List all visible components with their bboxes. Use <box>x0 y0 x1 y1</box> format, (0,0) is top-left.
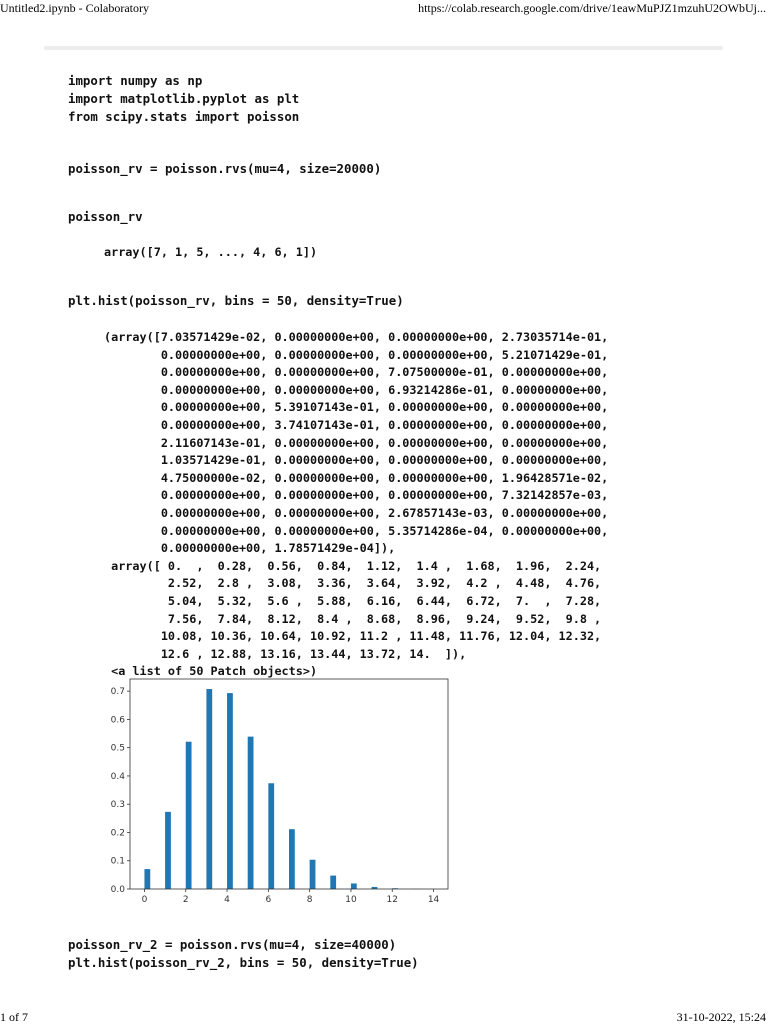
x-tick-label: 8 <box>307 895 313 905</box>
print-footer-page: 1 of 7 <box>0 1010 28 1025</box>
x-tick-label: 10 <box>345 895 357 905</box>
x-tick-label: 14 <box>428 895 440 905</box>
code-cell-hist[interactable]: plt.hist(poisson_rv, bins = 50, density=True) <box>68 292 404 310</box>
x-tick-label: 12 <box>387 895 398 905</box>
histogram-bar <box>289 829 295 889</box>
code-cell-poisson-rvs[interactable]: poisson_rv = poisson.rvs(mu=4, size=20000) <box>68 160 381 178</box>
histogram-bar <box>206 689 212 889</box>
y-tick-label: 0.5 <box>111 744 125 754</box>
x-tick-label: 6 <box>265 895 271 905</box>
cell-output-array: array([7, 1, 5, ..., 4, 6, 1]) <box>104 244 317 262</box>
histogram-chart <box>100 672 460 910</box>
histogram-bar <box>144 869 150 889</box>
print-header-url: https://colab.research.google.com/drive/1eawMuPJZ1mzuhU2OWbUj... <box>418 1 766 16</box>
histogram-bar <box>227 693 233 889</box>
histogram-bar <box>248 737 254 889</box>
x-tick-label: 0 <box>142 895 148 905</box>
code-cell-poisson-rvs-2[interactable]: poisson_rv_2 = poisson.rvs(mu=4, size=40000) plt.hist(poisson_rv_2, bins = 50, density=True) <box>68 936 419 972</box>
histogram-bar <box>268 783 274 889</box>
histogram-bar <box>351 883 357 889</box>
y-tick-label: 0.2 <box>111 828 125 838</box>
histogram-bar <box>165 812 171 889</box>
y-tick-label: 0.7 <box>111 687 125 697</box>
code-cell-show-rv[interactable]: poisson_rv <box>68 208 143 226</box>
y-tick-label: 0.0 <box>111 885 126 895</box>
y-tick-label: 0.3 <box>111 800 125 810</box>
y-tick-label: 0.4 <box>111 772 126 782</box>
y-tick-label: 0.6 <box>111 715 126 725</box>
histogram-bar <box>330 876 336 889</box>
x-tick-label: 4 <box>224 895 230 905</box>
print-footer-datetime: 31-10-2022, 15:24 <box>677 1010 766 1025</box>
histogram-bar <box>310 860 316 889</box>
histogram-bar <box>186 742 192 889</box>
x-tick-label: 2 <box>183 895 189 905</box>
print-header-title: Untitled2.ipynb - Colaboratory <box>0 1 149 16</box>
notebook-top-divider <box>44 46 723 50</box>
cell-output-hist: (array([7.03571429e-02, 0.00000000e+00, 0.00000000e+00, 2.73035714e-01, 0.00000000e+00, 0.00000000e+00, 0.00000000e+00, 5.21071429e-01, 0.00000000e+00, 0.00000000e+00, 7.07500000e-01, 0.00000000e+00, 0.00000000e+00, 0.00000000e+00, 6.93214286e-01, 0.00000000e+00, 0.00000000e+00, 5.39107143e-01, 0.00000000e+00, 0.00000000e+00, 0.00000000e+00, 3.74107143e-01, 0.00000000e+00, 0.00000000e+00, 2.11607143e-01, 0.00000000e+00, 0.00000000e+00, 0.00000000e+00, 1.03571429e-01, 0.00000000e+00, 0.00000000e+00, 0.00000000e+00, 4.75000000e-02, 0.00000000e+00, 0.00000000e+00, 1.96428571e-02, 0.00000000e+00, 0.00000000e+00, 0.00000000e+00, 7.32142857e-03, 0.00000000e+00, 0.00000000e+00, 2.67857143e-03, 0.00000000e+00, 0.00000000e+00, 0.00000000e+00, 5.35714286e-04, 0.00000000e+00, 0.00000000e+00, 1.78571429e-04]), array([ 0. , 0.28, 0.56, 0.84, 1.12, 1.4 , 1.68, 1.96, 2.24, 2.52, 2.8 , 3.08, 3.36, 3.64, 3.92, 4.2 , 4.48, 4.76, 5.04, 5.32, 5.6 , 5.88, 6.16, 6.44, 6.72, 7. , 7.28, 7.56, 7.84, 8.12, 8.4 , 8.68, 8.96, 9.24, 9.52, 9.8 , 10.08, 10.36, 10.64, 10.92, 11.2 , 11.48, 11.76, 12.04, 12.32, 12.6 , 12.88, 13.16, 13.44, 13.72, 14. ]), <a list of 50 Patch objects>) <box>104 329 608 681</box>
code-cell-imports[interactable]: import numpy as np import matplotlib.pyplot as plt from scipy.stats import poisson <box>68 72 299 126</box>
y-tick-label: 0.1 <box>111 857 125 867</box>
